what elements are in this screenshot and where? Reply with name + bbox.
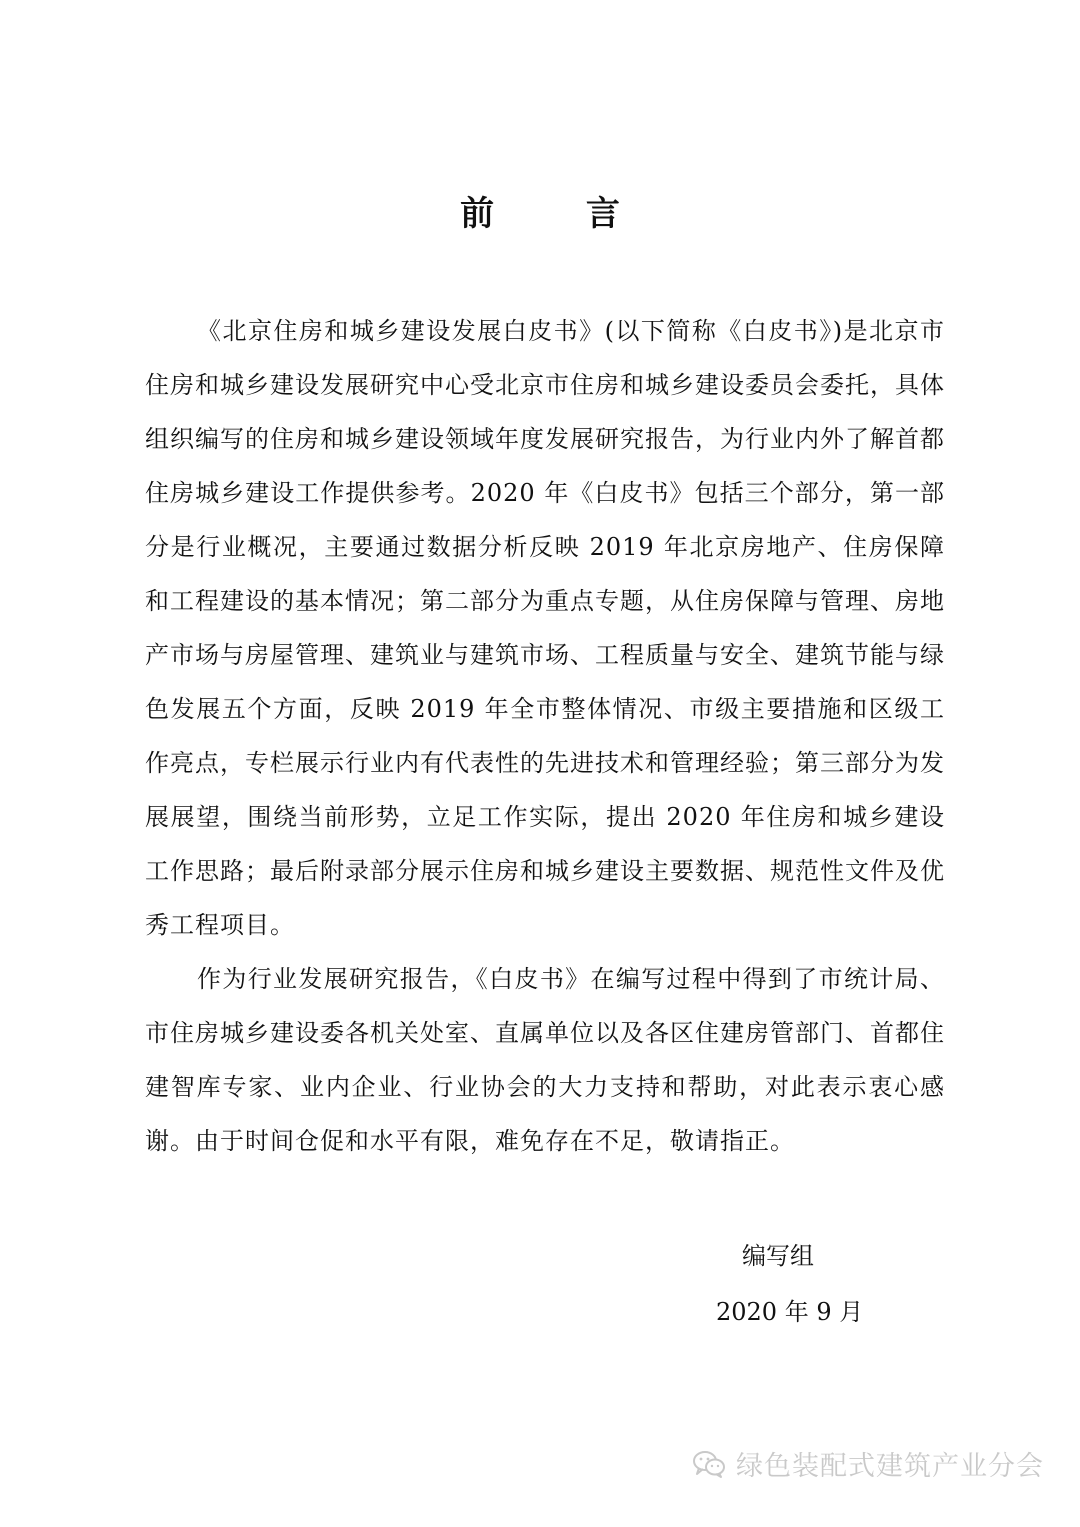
- wechat-icon: [692, 1449, 726, 1479]
- paragraph-intro: 《北京住房和城乡建设发展白皮书》(以下简称《白皮书》)是北京市住房和城乡建设发展研究中心受北京市住房和城乡建设委员会委托，具体组织编写的住房和城乡建设领域年度发展研究报告，为行业内外了解首都住房城乡建设工作提供参考。2020 年《白皮书》包括三个部分，第一部分是行业概况，主要通过数据分析反映 2019 年北京房地产、住房保障和工程建设的基本情况；第二部分为重点专题，从住房保障与管理、房地产市场与房屋管理、建筑业与建筑市场、工程质量与安全、建筑节能与绿色发展五个方面，反映 2019 年全市整体情况、市级主要措施和区级工作亮点，专栏展示行业内有代表性的先进技术和管理经验；第三部分为发展展望，围绕当前形势，立足工作实际，提出 2020 年住房和城乡建设工作思路；最后附录部分展示住房和城乡建设主要数据、规范性文件及优秀工程项目。: [145, 317, 945, 939]
- watermark-text: 绿色装配式建筑产业分会: [736, 1451, 1044, 1482]
- signature-author: 编写组: [742, 1242, 814, 1270]
- signature-block: [660, 1228, 920, 1340]
- page-title: 前 言: [460, 194, 660, 234]
- watermark: [692, 1444, 1044, 1483]
- document-body: [145, 304, 945, 1168]
- paragraph-acknowledgement: 作为行业发展研究报告，《白皮书》在编写过程中得到了市统计局、市住房城乡建设委各机关处室、直属单位以及各区住建房管部门、首都住建智库专家、业内企业、行业协会的大力支持和帮助，对此表示衷心感谢。由于时间仓促和水平有限，难免存在不足，敬请指正。: [145, 965, 945, 1155]
- signature-date: 2020 年 9 月: [716, 1298, 864, 1326]
